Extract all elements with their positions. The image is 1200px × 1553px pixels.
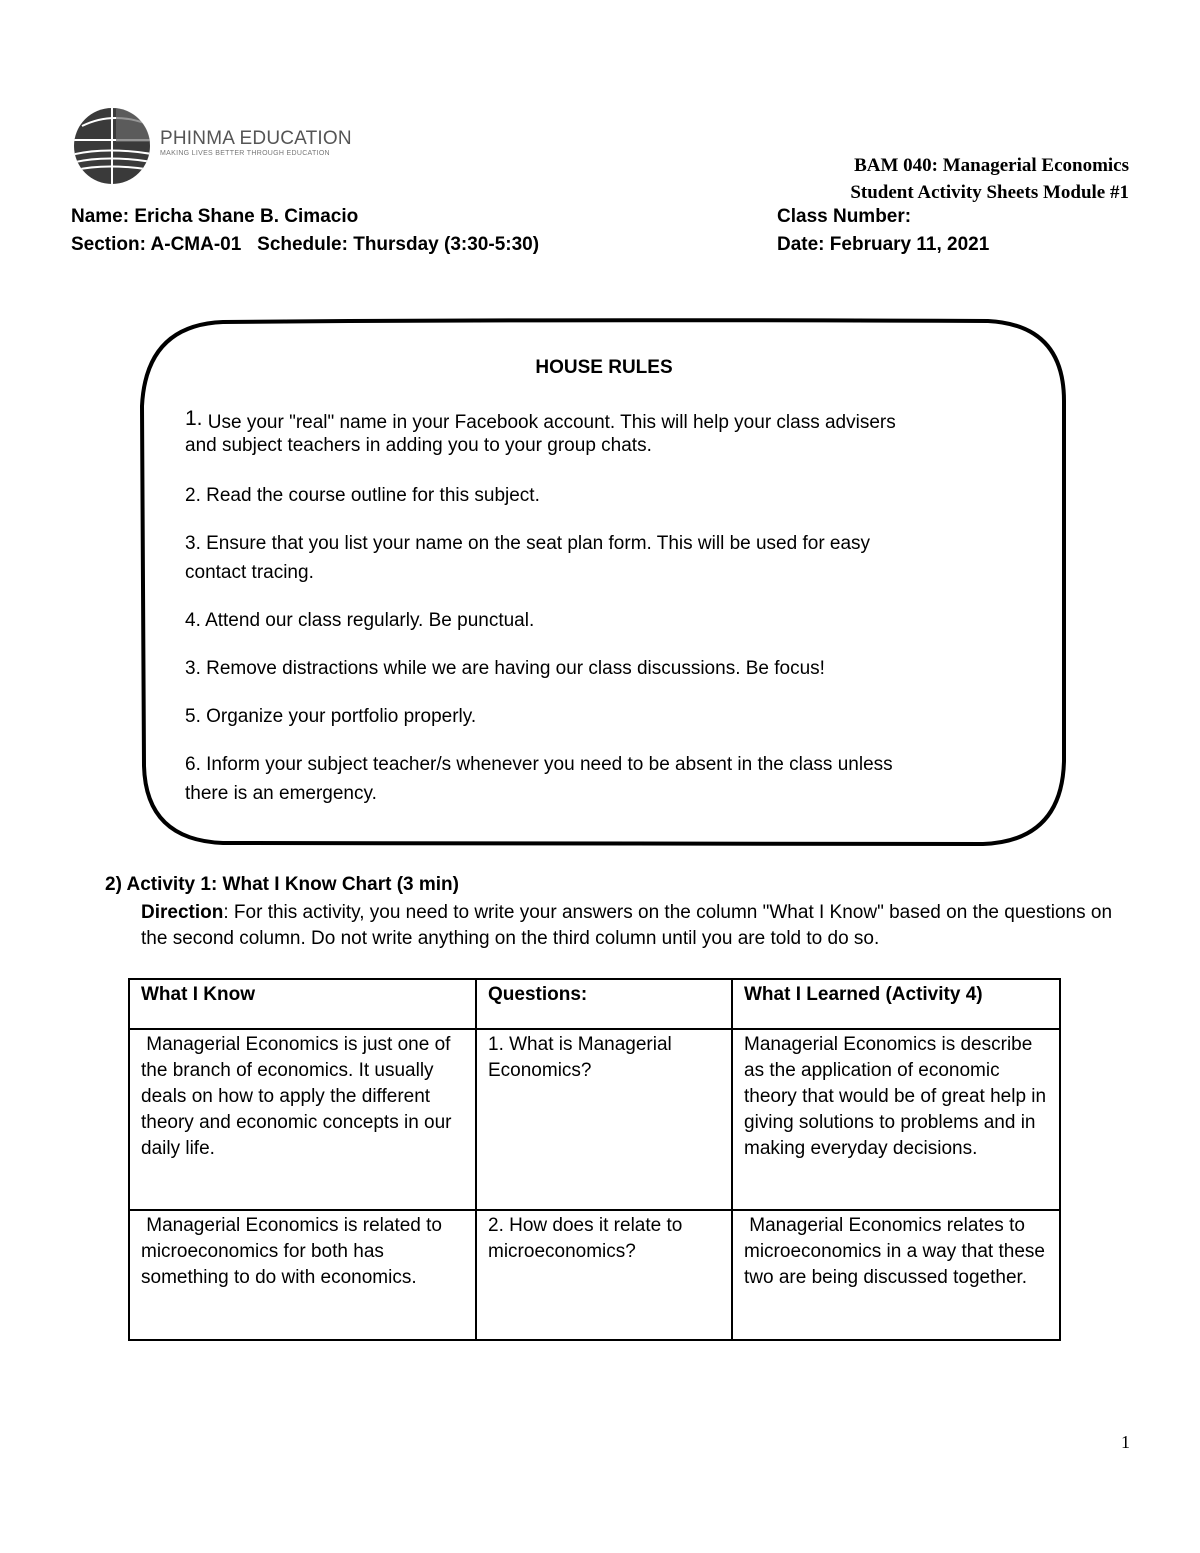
rule-7 xyxy=(185,751,1015,807)
rule-7-text: 6. Inform your subject teacher/s whenever you need to be absent in the class unless xyxy=(185,754,893,775)
cell-what-i-learned: Managerial Economics is describe as the application of economic theory that would be of great help in giving solutions to problems and in making everyday decisions. xyxy=(732,1029,1060,1210)
module-title: Student Activity Sheets Module #1 xyxy=(850,182,1129,203)
date: Date: February 11, 2021 xyxy=(777,234,990,255)
header-questions: Questions: xyxy=(476,979,732,1029)
cell-question: 1. What is Managerial Economics? xyxy=(476,1029,732,1210)
house-rules-title: HOUSE RULES xyxy=(535,357,673,378)
table-row xyxy=(129,1210,1060,1340)
class-number: Class Number: xyxy=(777,206,912,227)
student-info-left xyxy=(71,203,539,259)
section-schedule: Section: A-CMA-01 Schedule: Thursday (3:30-5:30) xyxy=(71,234,540,255)
cell-what-i-know: Managerial Economics is just one of the branch of economics. It usually deals on how to apply the different theory and economic concepts in our daily life. xyxy=(129,1029,476,1210)
table-row xyxy=(129,1029,1060,1210)
activity-direction xyxy=(141,900,1141,952)
activity-title: 2) Activity 1: What I Know Chart (3 min) xyxy=(105,874,459,895)
rule-5: 3. Remove distractions while we are having our class discussions. Be focus! xyxy=(185,658,825,679)
header-what-i-learned: What I Learned (Activity 4) xyxy=(732,979,1060,1029)
table-header-row xyxy=(129,979,1060,1029)
rule-1-text: Use your "real" name in your Facebook account. This will help your class advisers xyxy=(207,412,896,433)
rule-3-text: 3. Ensure that you list your name on the seat plan form. This will be used for easy xyxy=(185,533,871,554)
header-what-i-know: What I Know xyxy=(129,979,476,1029)
rule-7-continuation: there is an emergency. xyxy=(185,783,377,804)
cell-question: 2. How does it relate to microeconomics? xyxy=(476,1210,732,1340)
rule-3-continuation: contact tracing. xyxy=(185,562,314,583)
rule-3 xyxy=(185,530,1015,586)
direction-label: Direction xyxy=(141,902,224,923)
course-header xyxy=(850,152,1129,206)
logo-tagline: MAKING LIVES BETTER THROUGH EDUCATION xyxy=(160,150,330,157)
rule-1-number: 1. xyxy=(185,407,203,430)
page-number: 1 xyxy=(1121,1432,1130,1452)
rule-1-continuation: and subject teachers in adding you to your group chats. xyxy=(185,435,652,456)
cell-what-i-know: Managerial Economics is related to microeconomics for both has something to do with economics. xyxy=(129,1210,476,1340)
rule-1 xyxy=(185,408,1015,459)
what-i-know-chart xyxy=(128,978,1061,1341)
cell-what-i-learned: Managerial Economics relates to microeconomics in a way that these two are being discussed together. xyxy=(732,1210,1060,1340)
globe-logo-icon xyxy=(72,106,156,186)
rule-2: 2. Read the course outline for this subject. xyxy=(185,485,540,506)
rule-6: 5. Organize your portfolio properly. xyxy=(185,706,477,727)
student-name: Name: Ericha Shane B. Cimacio xyxy=(71,206,359,227)
direction-text: : For this activity, you need to write your answers on the column "What I Know" based on the questions on the second column. Do not write anything on the third column until you are told to do so. xyxy=(141,902,1113,949)
logo-name: PHINMA EDUCATION xyxy=(160,128,352,149)
student-info-right xyxy=(777,203,989,259)
course-title: BAM 040: Managerial Economics xyxy=(854,155,1129,176)
rule-4: 4. Attend our class regularly. Be punctual. xyxy=(185,610,535,631)
